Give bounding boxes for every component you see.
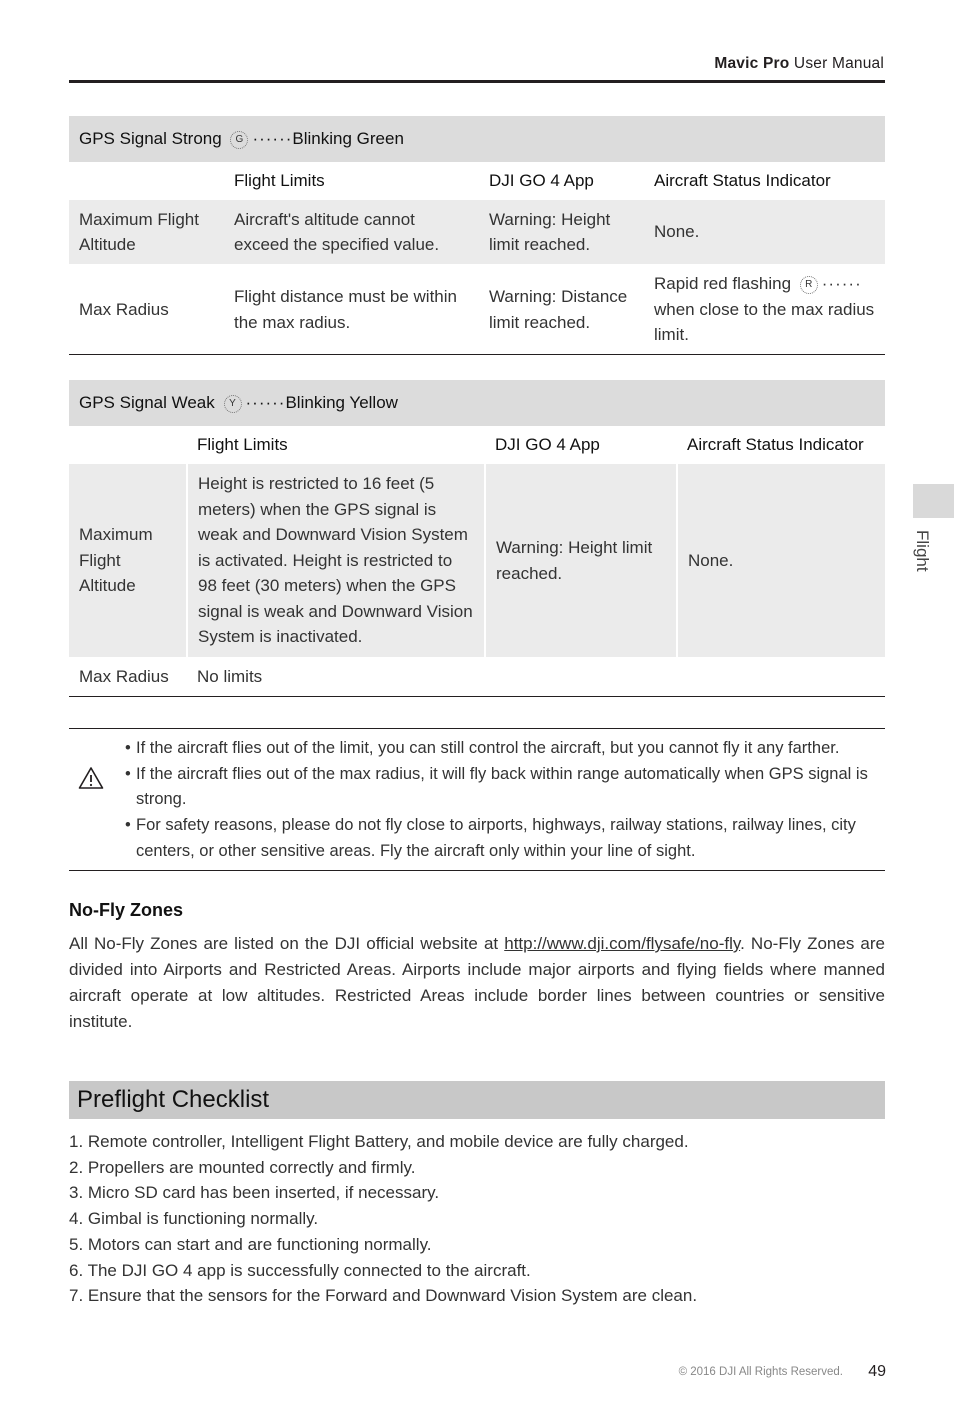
- column-header: Aircraft Status Indicator: [687, 435, 864, 455]
- column-header: [69, 426, 187, 464]
- note-item: • If the aircraft flies out of the limit, you can still control the aircraft, but you cannot fly it any farther.: [125, 736, 885, 762]
- cell-limits: Height is restricted to 16 feet (5 meters) when the GPS signal is weak and Downward Vision System is activated. Height is restricted to 98 feet (30 meters) when the GPS signal is weak and Downward Vision System is inactivated.: [187, 464, 485, 657]
- checklist-item: 7. Ensure that the sensors for the Forward and Downward Vision System are clean.: [69, 1286, 698, 1306]
- cell-limits: No limits: [197, 666, 263, 686]
- header-doc: User Manual: [793, 55, 884, 72]
- no-fly-paragraph: [69, 931, 885, 1035]
- copyright: © 2016 DJI All Rights Reserved.: [678, 1366, 843, 1378]
- cell-limits: Flight distance must be within the max radius.: [234, 287, 457, 332]
- checklist-item: 5. Motors can start and are functioning normally.: [69, 1234, 432, 1254]
- checklist-item: 4. Gimbal is functioning normally.: [69, 1209, 319, 1229]
- yellow-led-icon: Y: [224, 395, 242, 413]
- title-blink-text: Blinking Green: [292, 129, 404, 149]
- no-fly-link[interactable]: http://www.dji.com/flysafe/no-fly: [504, 934, 741, 953]
- table-header-row: [69, 426, 885, 464]
- checklist-item: 3. Micro SD card has been inserted, if necessary.: [69, 1183, 440, 1203]
- header-product: Mavic Pro: [714, 55, 790, 72]
- notes-list: [125, 736, 885, 865]
- note-item: • If the aircraft flies out of the max radius, it will fly back within range automatically when GPS signal is strong.: [125, 762, 885, 813]
- table-bottom-rule: [69, 354, 885, 355]
- notes-bottom-rule: [69, 870, 885, 871]
- note-item: • For safety reasons, please do not fly close to airports, highways, railway stations, railway lines, city centers, or other sensitive areas. Fly the aircraft only within your line of sight.: [125, 813, 885, 864]
- indicator-text: Rapid red flashing: [654, 274, 792, 294]
- blink-dots: ······: [252, 129, 293, 149]
- checklist-item: 2. Propellers are mounted correctly and firmly.: [69, 1157, 416, 1177]
- checklist: [69, 1129, 697, 1309]
- section-heading-bar: [69, 1081, 885, 1119]
- gps-strong-table: [69, 116, 885, 355]
- cell-indicator: None.: [677, 464, 885, 657]
- blink-dots: ······: [821, 274, 862, 294]
- cell-app: Warning: Height limit reached.: [479, 200, 644, 264]
- page-header: [714, 55, 884, 73]
- row-label: Max Radius: [79, 666, 169, 686]
- row-label: Maximum Flight Altitude: [69, 464, 187, 657]
- column-header: DJI GO 4 App: [489, 171, 594, 191]
- page-number: 49: [868, 1363, 886, 1380]
- title-text: GPS Signal Weak: [79, 393, 215, 413]
- column-header: Flight Limits: [234, 171, 325, 191]
- warning-icon: [78, 766, 104, 790]
- blink-dots: ······: [245, 393, 286, 413]
- cell-app: Warning: Height limit reached.: [485, 464, 677, 657]
- gps-weak-table: [69, 380, 885, 696]
- title-blink-text: Blinking Yellow: [285, 393, 398, 413]
- side-tab-label: [902, 530, 942, 590]
- column-header: Flight Limits: [197, 435, 288, 455]
- side-tab-text: Flight: [913, 530, 932, 572]
- cell-limits: Aircraft's altitude cannot exceed the specified value.: [224, 200, 479, 264]
- table-title: [69, 116, 885, 162]
- table-row: [69, 464, 885, 657]
- section-heading: Preflight Checklist: [77, 1086, 270, 1113]
- column-header: Aircraft Status Indicator: [654, 171, 831, 191]
- table-title-row: [69, 380, 885, 426]
- notes-top-rule: [69, 728, 885, 729]
- table-bottom-rule: [69, 696, 885, 697]
- indicator-text-end: when close to the max radius limit.: [654, 299, 875, 345]
- cell-indicator: None.: [644, 200, 885, 264]
- cell-indicator: [644, 264, 885, 355]
- table-row: [69, 200, 885, 264]
- green-led-icon: G: [230, 131, 248, 149]
- checklist-item: 6. The DJI GO 4 app is successfully connected to the aircraft.: [69, 1260, 531, 1280]
- row-label: Max Radius: [79, 299, 169, 319]
- table-header-row: [69, 162, 885, 200]
- side-tab-marker: [913, 484, 954, 518]
- cell-app: Warning: Distance limit reached.: [489, 287, 628, 332]
- column-header: [69, 162, 224, 200]
- no-fly-text-end: . No-Fly Zones are divided into Airports and Restricted Areas. Airports include major airports and flying fields where manned aircraft operate at low altitudes. Restricted Areas include border lines between countries or sensitive institute.: [69, 934, 885, 1031]
- no-fly-heading: No-Fly Zones: [69, 900, 184, 920]
- table-row: [69, 264, 885, 355]
- header-rule: [69, 80, 885, 83]
- no-fly-text: All No-Fly Zones are listed on the DJI official website at: [69, 934, 505, 953]
- red-led-icon: R: [800, 276, 818, 294]
- table-row: [69, 657, 885, 696]
- title-text: GPS Signal Strong: [79, 129, 222, 149]
- column-header: DJI GO 4 App: [495, 435, 600, 455]
- table-title-row: [69, 116, 885, 162]
- table-title: [69, 380, 885, 426]
- row-label: Maximum Flight Altitude: [69, 200, 224, 264]
- checklist-item: 1. Remote controller, Intelligent Flight Battery, and mobile device are fully charged.: [69, 1132, 689, 1151]
